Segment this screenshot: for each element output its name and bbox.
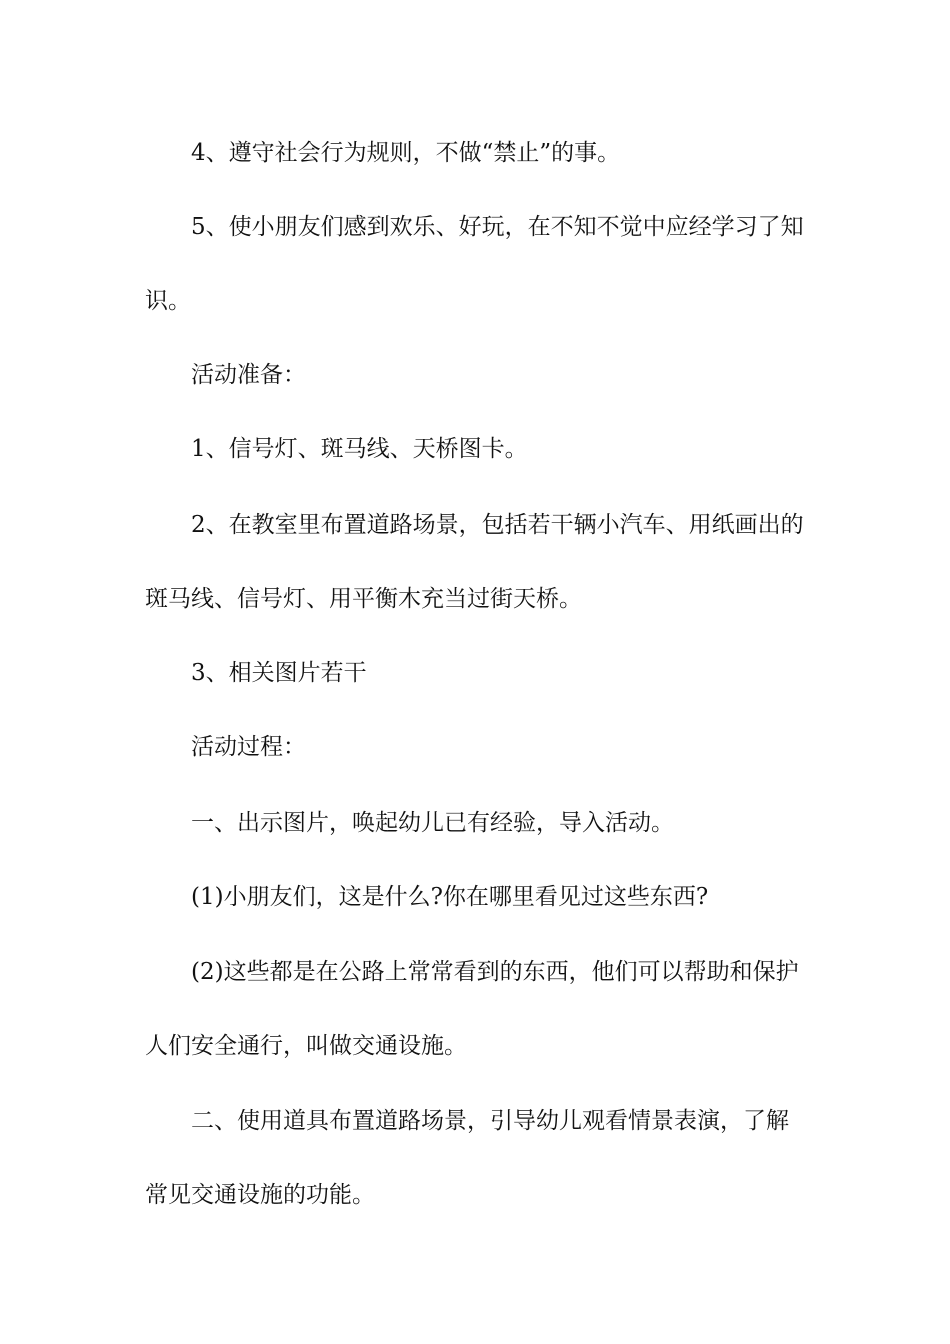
paragraph-step-2: 二、使用道具布置道路场景，引导幼儿观看情景表演，了解常见交通设施的功能。 [145,1108,789,1208]
paragraph-question-2: (2)这些都是在公路上常常看到的东西，他们可以帮助和保护人们安全通行，叫做交通设施。 [145,959,799,1059]
paragraph-prep-2: 2、在教室里布置道路场景，包括若干辆小汽车、用纸画出的斑马线、信号灯、用平衡木充当过街天桥。 [145,512,804,612]
paragraph-step-1: 一、出示图片，唤起幼儿已有经验，导入活动。 [191,810,674,836]
paragraph-rule-4: 4、遵守社会行为规则，不做“禁止”的事。 [191,140,621,166]
paragraph-question-1: (1)小朋友们，这是什么?你在哪里看见过这些东西? [191,884,709,910]
paragraph-prep-3: 3、相关图片若干 [191,660,367,686]
paragraph-rule-5: 5、使小朋友们感到欢乐、好玩，在不知不觉中应经学习了知识。 [145,214,804,314]
heading-activity-process: 活动过程： [191,734,306,760]
heading-activity-preparation: 活动准备： [191,362,306,388]
paragraph-prep-1: 1、信号灯、斑马线、天桥图卡。 [191,436,528,462]
